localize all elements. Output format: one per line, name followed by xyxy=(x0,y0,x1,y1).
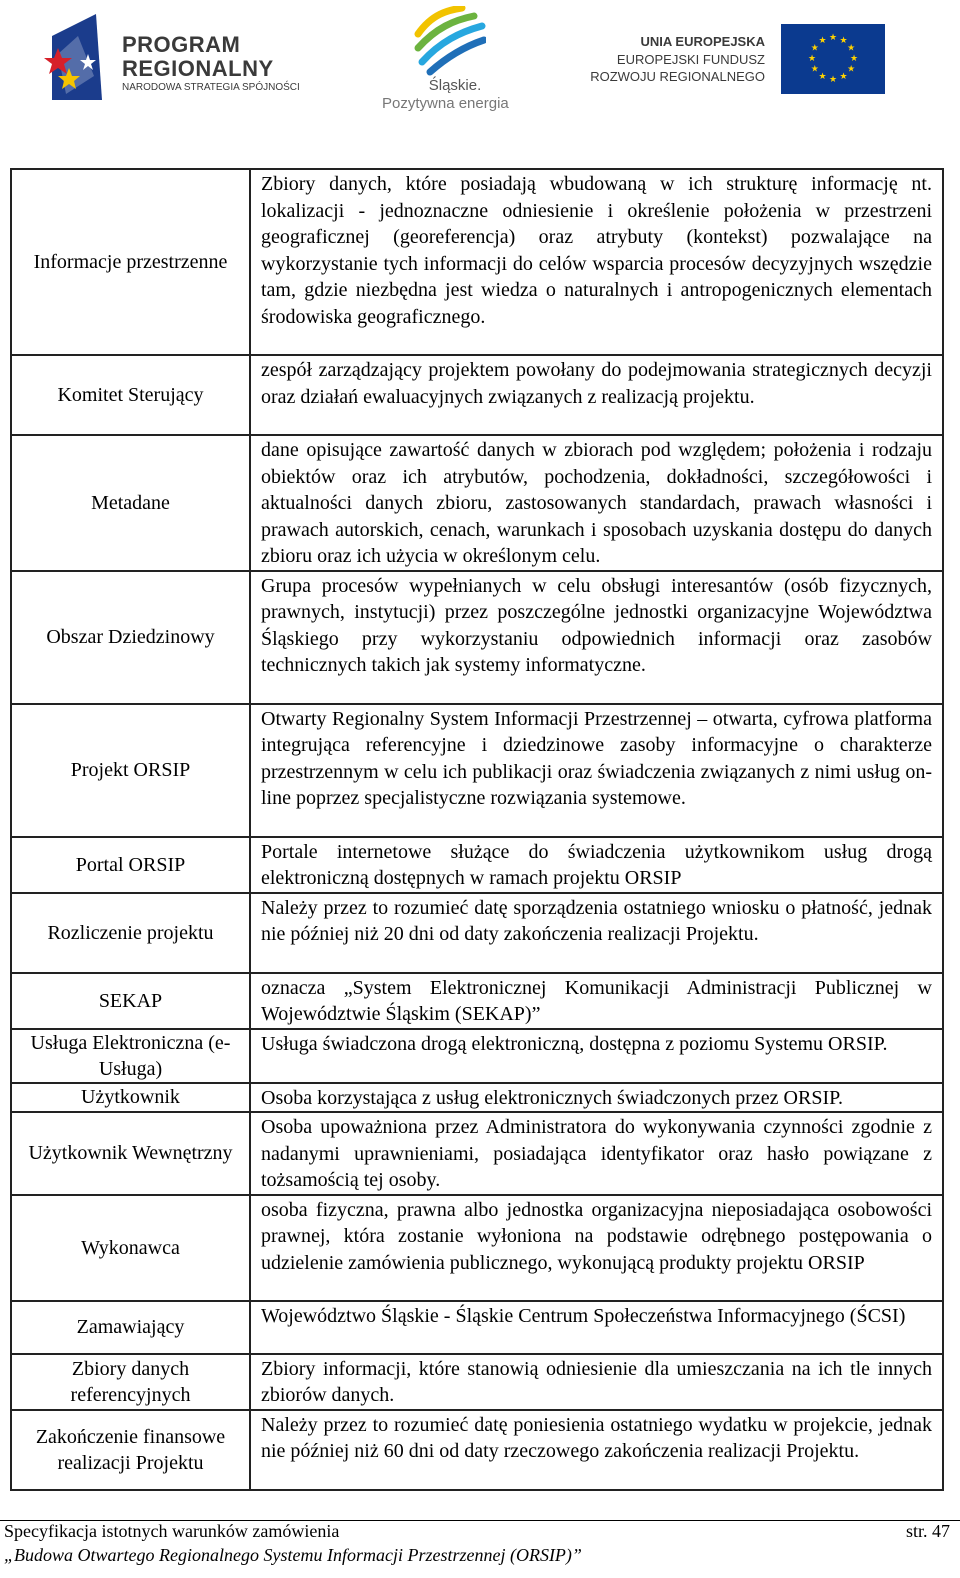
table-row xyxy=(11,355,943,435)
definition-description: zespół zarządzający projektem powołany do podejmowania strategicznych decyzji oraz działań ewaluacyjnych związanych z realizacją projektu. xyxy=(250,355,943,435)
definition-term: Zakończenie finansowe realizacji Projektu xyxy=(11,1410,250,1490)
definition-term: Obszar Dziedzinowy xyxy=(11,571,250,704)
table-row xyxy=(11,893,943,973)
table-row xyxy=(11,704,943,837)
page-number: str. 47 xyxy=(905,1521,950,1541)
slaskie-logo-name: Śląskie. xyxy=(428,77,482,94)
svg-text:★: ★ xyxy=(810,43,819,54)
definition-description: Województwo Śląskie - Śląskie Centrum Społeczeństwa Informacyjnego (ŚCSI) xyxy=(250,1301,943,1354)
svg-text:★: ★ xyxy=(818,72,827,83)
table-row xyxy=(11,1029,943,1083)
slaskie-wave-icon xyxy=(414,6,486,76)
definition-term: SEKAP xyxy=(11,973,250,1029)
definitions-table xyxy=(10,168,944,1491)
definition-term: Informacje przestrzenne xyxy=(11,169,250,355)
table-row xyxy=(11,435,943,571)
svg-text:★: ★ xyxy=(847,64,856,75)
definition-description: dane opisujące zawartość danych w zbiorach pod względem; położenia i rodzaju obiektów oraz ich atrybutów, pochodzenia, dokładności, szczegółowości i aktualności danych zbioru, zastosowanych standardach, prawach własności i prawach autorskich, cenach, warunkach i sposobach uzyskania dostępu do danych zbioru oraz ich użycia w określonym celu. xyxy=(250,435,943,571)
table-row xyxy=(11,1354,943,1410)
definition-term: Usługa Elektroniczna (e-Usługa) xyxy=(11,1029,250,1083)
program-regionalny-logo xyxy=(44,14,334,104)
program-logo-line3: NARODOWA STRATEGIA SPÓJNOŚCI xyxy=(122,82,300,93)
slaskie-logo xyxy=(380,6,520,118)
eu-logo-line3: ROZWOJU REGIONALNEGO xyxy=(590,69,765,84)
definition-description: Należy przez to rozumieć datę poniesienia ostatniego wydatku w projekcie, jednak nie później niż 60 dni od daty rzeczowego zakończenia realizacji Projektu. xyxy=(250,1410,943,1490)
definition-term: Portal ORSIP xyxy=(11,837,250,893)
slaskie-logo-tagline: Pozytywna energia xyxy=(382,95,509,112)
table-row xyxy=(11,1195,943,1301)
table-row xyxy=(11,1301,943,1354)
definition-term: Rozliczenie projektu xyxy=(11,893,250,973)
eu-logo-line2: EUROPEJSKI FUNDUSZ xyxy=(616,52,765,67)
page-header xyxy=(0,0,960,125)
svg-text:★: ★ xyxy=(847,43,856,54)
eu-logo xyxy=(585,22,885,97)
definition-term: Użytkownik Wewnętrzny xyxy=(11,1112,250,1195)
definition-term: Komitet Sterujący xyxy=(11,355,250,435)
svg-text:★: ★ xyxy=(818,35,827,46)
definition-term: Użytkownik xyxy=(11,1083,250,1113)
definition-term: Wykonawca xyxy=(11,1195,250,1301)
footer-title: Specyfikacja istotnych warunków zamówienia xyxy=(4,1521,340,1541)
definition-term: Zbiory danych referencyjnych xyxy=(11,1354,250,1410)
eu-logo-line1: UNIA EUROPEJSKA xyxy=(640,34,765,49)
definition-term: Projekt ORSIP xyxy=(11,704,250,837)
definition-term: Zamawiający xyxy=(11,1301,250,1354)
svg-text:★: ★ xyxy=(807,54,817,64)
table-row xyxy=(11,973,943,1029)
table-row xyxy=(11,1112,943,1195)
definition-description: oznacza „System Elektronicznej Komunikacji Administracji Publicznej w Województwie Śląskim (SEKAP)” xyxy=(250,973,943,1029)
definition-description: Zbiory informacji, które stanowią odniesienie dla umieszczania na ich tle innych zbiorów danych. xyxy=(250,1354,943,1410)
program-regionalny-emblem-icon xyxy=(44,14,114,104)
svg-text:★: ★ xyxy=(839,35,848,46)
footer-subtitle: „Budowa Otwartego Regionalnego Systemu Informacji Przestrzennej (ORSIP)” xyxy=(4,1545,582,1565)
svg-text:★: ★ xyxy=(828,33,838,43)
table-row xyxy=(11,1410,943,1490)
definition-description: Osoba korzystająca z usług elektronicznych świadczonych przez ORSIP. xyxy=(250,1083,943,1113)
definition-description: Osoba upoważniona przez Administratora do wykonywania czynności zgodnie z nadanymi uprawnieniami, posiadająca identyfikator oraz hasło powiązane z tożsamością tej osoby. xyxy=(250,1112,943,1195)
table-row xyxy=(11,169,943,355)
program-logo-line2: REGIONALNY xyxy=(122,56,274,81)
definition-description: Portale internetowe służące do świadczenia użytkownikom usług drogą elektroniczną dostępnych w ramach projektu ORSIP xyxy=(250,837,943,893)
program-logo-line1: PROGRAM xyxy=(122,32,241,57)
definition-term: Metadane xyxy=(11,435,250,571)
svg-text:★: ★ xyxy=(849,54,859,64)
definition-description: Grupa procesów wypełnianych w celu obsługi interesantów (osób fizycznych, prawnych, instytucji) przez poszczególne jednostki organizacyjne Województwa Śląskiego przy wykorzystaniu odpowiednich informacji oraz zasobów technicznych takich jak systemy informatyczne. xyxy=(250,571,943,704)
eu-flag-icon xyxy=(781,24,885,94)
definition-description: Zbiory danych, które posiadają wbudowaną w ich strukturę informację nt. lokalizacji - jednoznaczne odniesienie i określenie położenia w przestrzeni geograficznej (georeferencja) oraz atrybuty (kontekst) pozwalające na wykorzystanie tych informacji do celów wsparcia procesów decyzyjnych wszędzie tam, gdzie niezbędna jest wiedza o naturalnych i antropogenicznych elementach środowiska geograficznego. xyxy=(250,169,943,355)
svg-text:★: ★ xyxy=(839,72,848,83)
definition-description: Otwarty Regionalny System Informacji Przestrzennej – otwarta, cyfrowa platforma integrująca referencyjne i dziedzinowe zasoby informacyjne o charakterze przestrzennym w celu ich publikacji oraz świadczenia związanych z nimi usług on-line poprzez specjalistyczne rozwiązania systemowe. xyxy=(250,704,943,837)
definition-description: osoba fizyczna, prawna albo jednostka organizacyjna nieposiadająca osobowości prawnej, która zostanie wyłoniona na podstawie odrębnego postępowania o udzielenie zamówienia publicznego, wykonującą produkty projektu ORSIP xyxy=(250,1195,943,1301)
svg-text:★: ★ xyxy=(828,75,838,85)
table-row xyxy=(11,571,943,704)
table-row xyxy=(11,1083,943,1113)
table-row xyxy=(11,837,943,893)
svg-text:★: ★ xyxy=(810,64,819,75)
definition-description: Należy przez to rozumieć datę sporządzenia ostatniego wniosku o płatność, jednak nie później niż 20 dni od daty zakończenia realizacji Projektu. xyxy=(250,893,943,973)
definition-description: Usługa świadczona drogą elektroniczną, dostępna z poziomu Systemu ORSIP. xyxy=(250,1029,943,1083)
